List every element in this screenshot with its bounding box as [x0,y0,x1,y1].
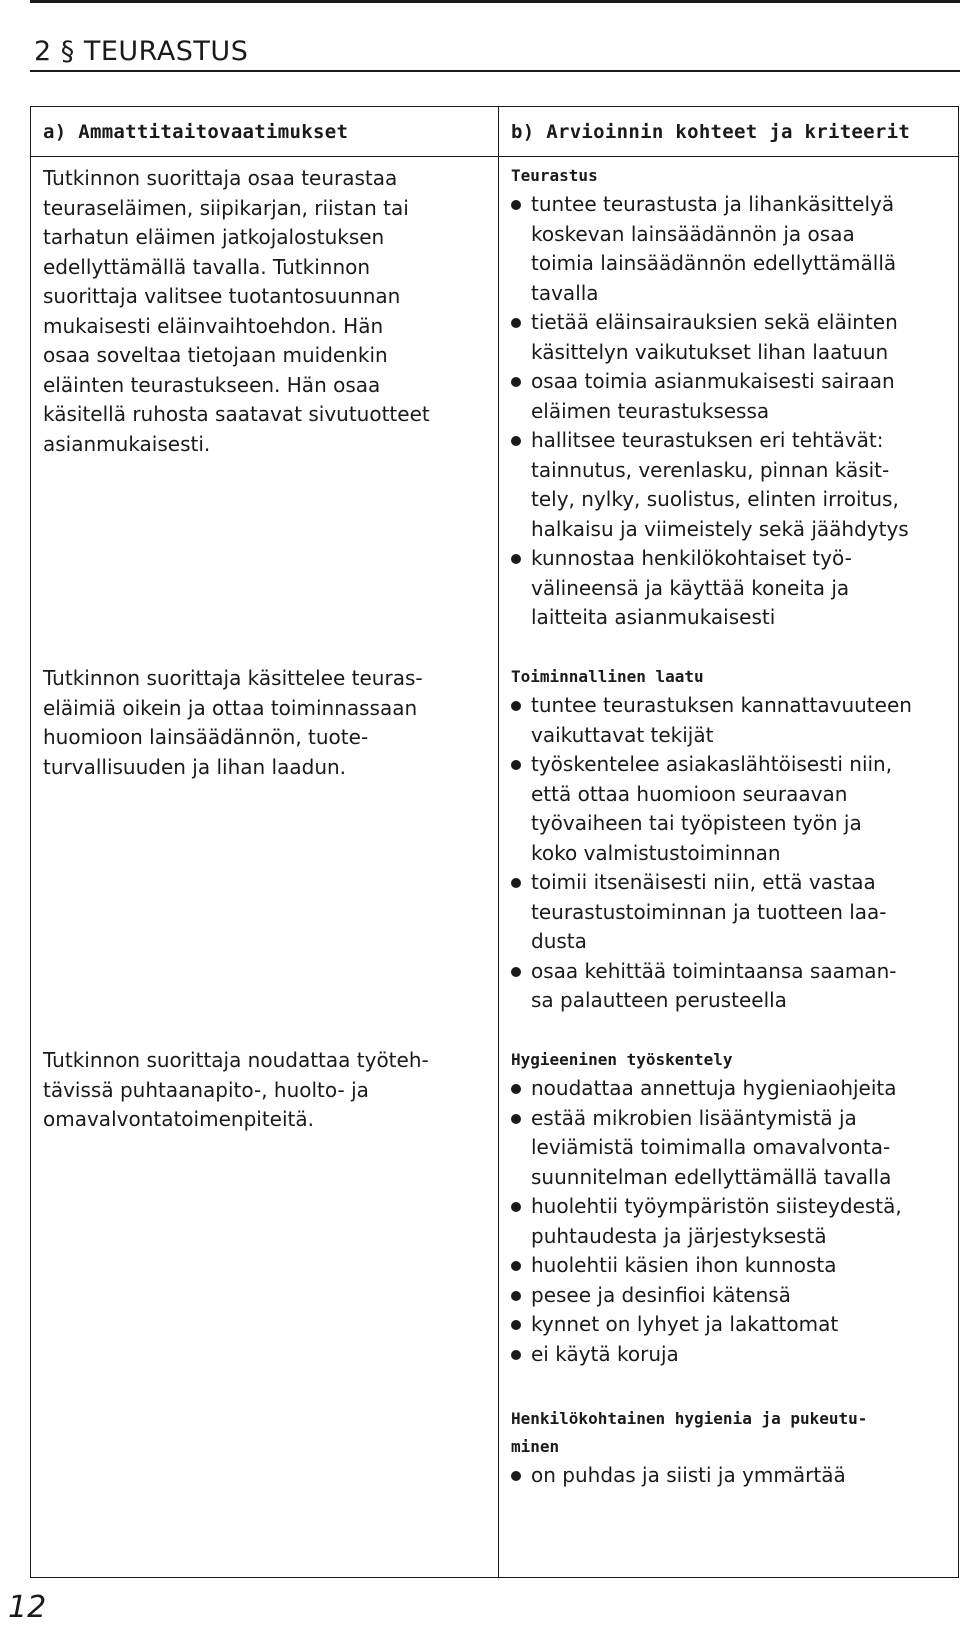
list-item-text: tietää eläinsairauksien sekä eläinten käsittelyn vaikutukset lihan laatuun [531,310,898,364]
list-item-text: ei käytä koruja [531,1341,679,1366]
criteria-list [511,1461,951,1491]
list-item [511,1074,951,1104]
list-item-text: huolehtii käsien ihon kunnosta [531,1253,837,1277]
list-item-text: osaa toimia asianmukaisesti sairaan eläimen teurastuksessa [531,369,895,423]
criteria-block-henkilokohtainen-hygienia [511,1405,951,1491]
requirement-paragraph: Tutkinnon suorittaja osaa teurastaa teuraseläimen, siipikarjan, riistan tai tarhatun eläimen jatkojalostuksen edellyttämällä tavalla. Tutkinnon suorittaja valitsee tuotantosuunnan mukaisesti eläinvaihtoehdon. Hän osaa soveltaa tietojaan muidenkin eläinten teurastukseen. Hän osaa käsitellä ruhosta saatavat sivutuotteet asianmukaisesti. [43,166,430,456]
list-item [511,308,951,367]
criteria-block-toiminnallinen-laatu [511,663,951,1016]
criteria-block-hygieeninen-tyoskentely [511,1046,951,1369]
list-item-text: noudattaa annettuja hygieniaohjeita [531,1076,897,1100]
top-rule [30,0,960,3]
list-item-text: tuntee teurastuksen kannattavuuteen vaikuttavat tekijät [531,693,912,747]
bullet-icon [511,967,521,977]
column-a-header: a) Ammattitaitovaatimukset [43,121,349,143]
bullet-icon [511,1471,521,1481]
list-item-text: toimii itsenäisesti niin, että vastaa teurastustoiminnan ja tuotteen laa- dusta [531,870,887,953]
criteria-list [511,1074,951,1369]
list-item-text: työskentelee asiakaslähtöisesti niin, että ottaa huomioon seuraavan työvaiheen tai työpisteen työn ja koko valmistustoiminnan [531,752,893,865]
bullet-icon [511,760,521,770]
bullet-icon [511,1320,521,1330]
list-item [511,544,951,633]
page-number: 12 [8,1590,47,1625]
bullet-icon [511,1084,521,1094]
list-item [511,691,951,750]
criteria-list [511,691,951,1016]
list-item [511,1310,951,1340]
bullet-icon [511,318,521,328]
list-item-text: tuntee teurastusta ja lihankäsittelyä koskevan lainsäädännön ja osaa toimia lainsäädännön edellyttämällä tavalla [531,192,897,305]
list-item-text: kunnostaa henkilökohtaiset työ- välineensä ja käyttää koneita ja laitteita asianmukaisesti [531,546,852,629]
list-item-text: on puhdas ja siisti ja ymmärtää [531,1463,846,1487]
list-item [511,868,951,957]
list-item [511,367,951,426]
block-heading: Hygieeninen työskentely [511,1050,733,1069]
bullet-icon [511,1291,521,1301]
criteria-table [30,106,959,1578]
list-item-text: hallitsee teurastuksen eri tehtävät: tainnutus, verenlasku, pinnan käsit- tely, nylky, suolistus, elinten irroitus, halkaisu ja viimeistely sekä jäähdytys [531,428,909,541]
bullet-icon [511,436,521,446]
bullet-icon [511,554,521,564]
column-divider [498,107,499,1577]
list-item [511,1192,951,1251]
bullet-icon [511,377,521,387]
requirement-paragraph: Tutkinnon suorittaja noudattaa työteh- tävissä puhtaanapito-, huolto- ja omavalvontatoimenpiteitä. [43,1048,429,1131]
list-item [511,1281,951,1311]
bullet-icon [511,878,521,888]
bullet-icon [511,1261,521,1271]
list-item-text: huolehtii työympäristön siisteydestä, puhtaudesta ja järjestyksestä [531,1194,902,1248]
bullet-icon [511,701,521,711]
list-item [511,1461,951,1491]
list-item [511,750,951,868]
list-item-text: osaa kehittää toimintaansa saaman- sa palautteen perusteella [531,958,897,1012]
list-item [511,1104,951,1193]
list-item-text: estää mikrobien lisääntymistä ja leviämistä toimimalla omavalvonta- suunnitelman edellyttämällä tavalla [531,1105,892,1189]
section-title: 2 § TEURASTUS [34,36,249,67]
list-item-text: kynnet on lyhyet ja lakattomat [531,1312,839,1336]
criteria-list [511,190,951,633]
criteria-block-teurastus [511,162,951,633]
bullet-icon [511,1350,521,1360]
list-item [511,190,951,308]
list-item-text: pesee ja desinfioi kätensä [531,1282,791,1307]
header-rule [31,156,958,157]
list-item [511,426,951,544]
bullet-icon [511,1202,521,1212]
block-heading: Henkilökohtainen hygienia ja pukeutu- minen [511,1409,868,1456]
bullet-icon [511,1114,521,1124]
list-item [511,1251,951,1281]
requirement-paragraph: Tutkinnon suorittaja käsittelee teuras- eläimiä oikein ja ottaa toiminnassaan huomioon lainsäädännön, tuote- turvallisuuden ja lihan laadun. [43,666,423,779]
block-heading: Toiminnallinen laatu [511,667,704,686]
list-item [511,957,951,1016]
list-item [511,1340,951,1370]
block-heading: Teurastus [511,166,598,185]
bullet-icon [511,200,521,210]
title-rule [30,70,960,72]
column-b-header: b) Arvioinnin kohteet ja kriteerit [511,121,911,143]
